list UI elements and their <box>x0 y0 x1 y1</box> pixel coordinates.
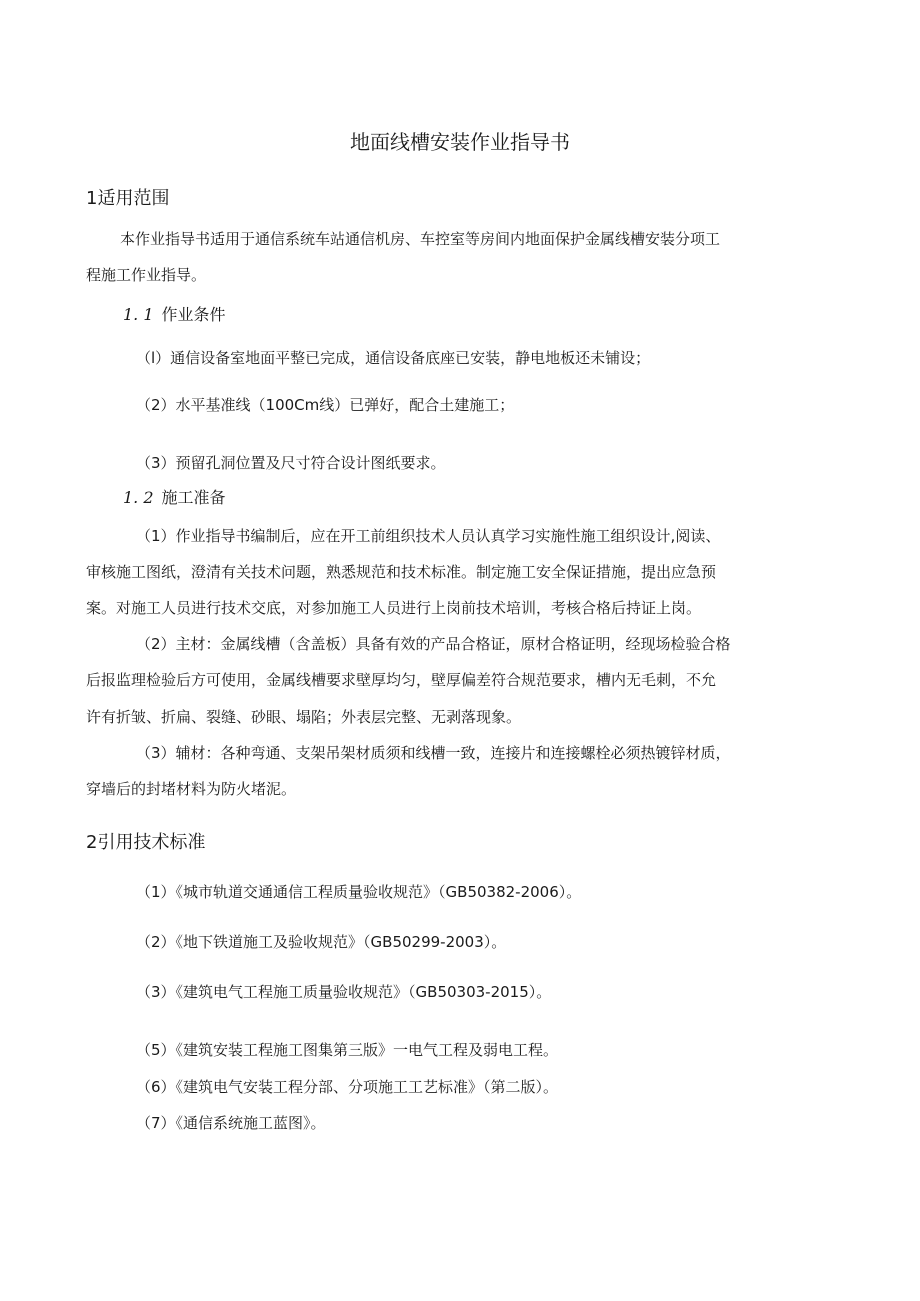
preparation-item-2-line-2: 后报监理检验后方可使用，金属线槽要求壁厚均匀，壁厚偏差符合规范要求，槽内无毛刺，不允 <box>86 671 717 689</box>
standard-item-2: （2）《地下铁道施工及验收规范》（GB50299-2003）。 <box>136 933 507 951</box>
page-title: 地面线槽安装作业指导书 <box>350 130 570 154</box>
subsection-1-2-heading <box>123 486 226 510</box>
standard-item-7: （7）《通信系统施工蓝图》。 <box>136 1114 326 1132</box>
preparation-item-1-line-2: 审核施工图纸，澄清有关技术问题，熟悉规范和技术标准。制定施工安全保证措施，提出应急预 <box>86 563 717 581</box>
standard-item-5: （5）《建筑安装工程施工图集第三版》一电气工程及弱电工程。 <box>136 1041 559 1059</box>
section-2-heading: 2引用技术标准 <box>86 832 206 853</box>
subsection-1-2-title: 施工准备 <box>161 488 226 507</box>
condition-item-3: （3）预留孔洞位置及尺寸符合设计图纸要求。 <box>136 454 446 472</box>
subsection-1-1-title: 作业条件 <box>161 305 226 324</box>
standard-item-3: （3）《建筑电气工程施工质量验收规范》（GB50303-2015）。 <box>136 983 552 1001</box>
section-1-intro-line-1: 本作业指导书适用于通信系统车站通信机房、车控室等房间内地面保护金属线槽安装分项工 <box>120 230 721 248</box>
preparation-item-2-line-3: 许有折皱、折扁、裂缝、砂眼、塌陷；外表层完整、无剥落现象。 <box>86 708 522 726</box>
preparation-item-3-line-1: （3）辅材：各种弯通、支架吊架材质须和线槽一致，连接片和连接螺栓必须热镀锌材质， <box>136 744 731 762</box>
standard-item-1: （1）《城市轨道交通通信工程质量验收规范》（GB50382-2006）。 <box>136 883 582 901</box>
condition-item-1: （l）通信设备室地面平整已完成，通信设备底座已安装，静电地板还未铺设； <box>136 349 651 367</box>
subsection-1-2-number: 1. 2 <box>123 488 154 507</box>
preparation-item-3-line-2: 穿墙后的封堵材料为防火堵泥。 <box>86 780 297 798</box>
subsection-1-1-heading <box>123 303 226 327</box>
condition-item-2: （2）水平基准线（100Cm线）已弹好，配合土建施工； <box>136 396 515 414</box>
preparation-item-2-line-1: （2）主材：金属线槽（含盖板）具备有效的产品合格证，原材合格证明，经现场检验合格 <box>136 635 731 653</box>
standard-item-6: （6）《建筑电气安装工程分部、分项施工工艺标准》（第二版）。 <box>136 1078 559 1096</box>
section-1-heading: 1适用范围 <box>86 188 170 209</box>
subsection-1-1-number: 1. 1 <box>123 305 154 324</box>
preparation-item-1-line-3: 案。对施工人员进行技术交底，对参加施工人员进行上岗前技术培训，考核合格后持证上岗。 <box>86 599 702 617</box>
preparation-item-1-line-1: （1）作业指导书编制后，应在开工前组织技术人员认真学习实施性施工组织设计,阅读、 <box>136 527 721 545</box>
section-1-intro-line-2: 程施工作业指导。 <box>86 266 207 284</box>
